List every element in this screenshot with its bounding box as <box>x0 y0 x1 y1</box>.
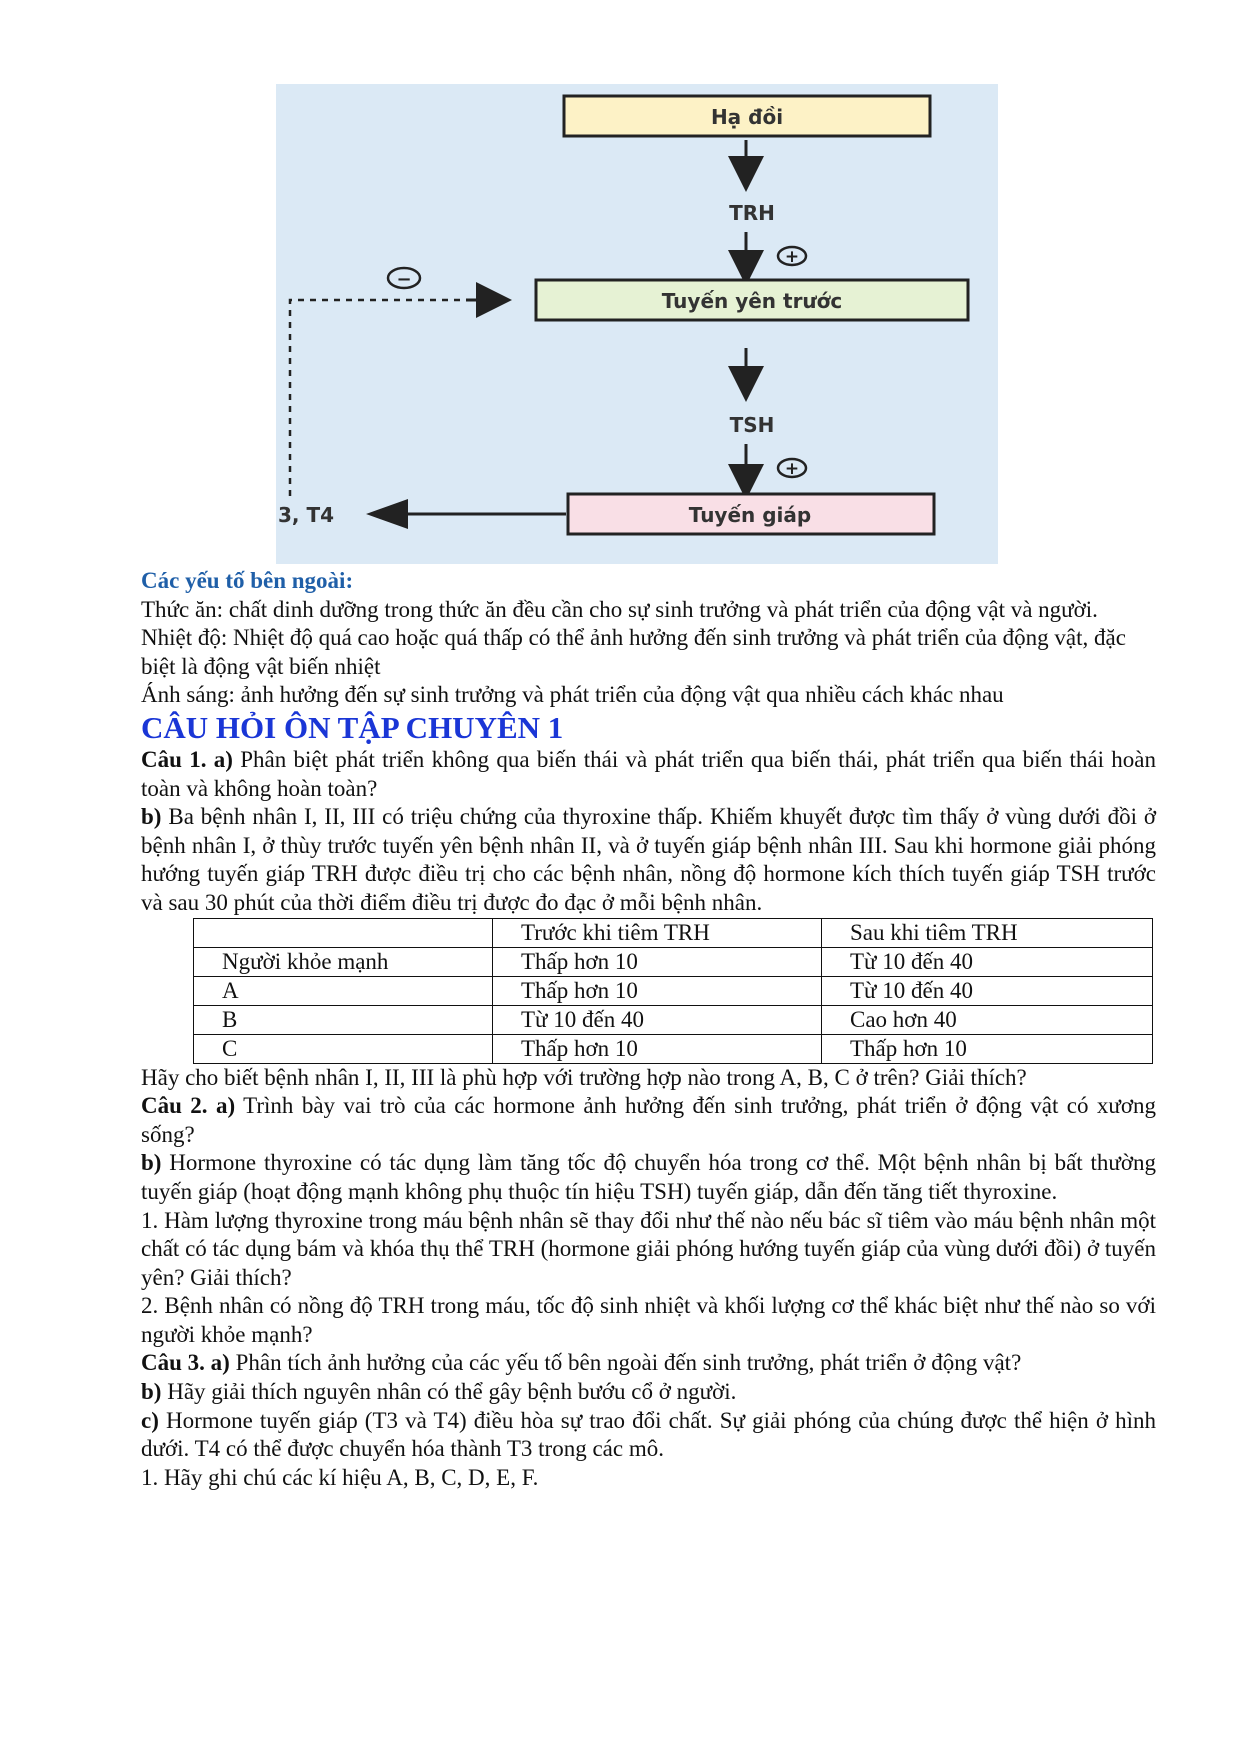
table-cell: Thấp hơn 10 <box>493 947 822 976</box>
question-1b <box>141 803 1156 917</box>
diagram-svg <box>276 84 998 564</box>
table-header-row <box>194 918 1153 947</box>
question-3b-text: Hãy giải thích nguyên nhân có thể gây bệnh bướu cổ ở người. <box>167 1379 737 1405</box>
table-header-cell: Trước khi tiêm TRH <box>493 918 822 947</box>
hypothalamus-label: Hạ đồi <box>710 105 784 129</box>
question-3-item-1: 1. Hãy ghi chú các kí hiệu A, B, C, D, E, F. <box>141 1464 539 1490</box>
table-cell: Từ 10 đến 40 <box>822 947 1153 976</box>
external-factor-temperature: Nhiệt độ: Nhiệt độ quá cao hoặc quá thấp có thể ảnh hưởng đến sinh trưởng và phát triển của động vật, đặc biệt là động vật biến nhiệt <box>141 625 1126 679</box>
minus-sign-text: − <box>396 269 412 290</box>
table-cell: Từ 10 đến 40 <box>822 976 1153 1005</box>
table-cell: Thấp hơn 10 <box>493 976 822 1005</box>
hormone-regulation-diagram <box>276 84 998 564</box>
question-3-label: Câu 3. a) <box>141 1350 230 1376</box>
table-row <box>194 976 1153 1005</box>
question-3c-text: Hormone tuyến giáp (T3 và T4) điều hòa sự trao đổi chất. Sự giải phóng của chúng được thể hiện ở hình dưới. T4 có thể được chuyển hóa thành T3 trong các mô. <box>141 1407 1156 1462</box>
question-1-after-table: Hãy cho biết bệnh nhân I, II, III là phù hợp với trường hợp nào trong A, B, C ở trên? Giải thích? <box>141 1064 1027 1090</box>
question-3c-label: c) <box>141 1407 159 1433</box>
question-2a <box>141 1092 1156 1149</box>
question-1-label: Câu 1. a) <box>141 746 233 772</box>
question-2-label: Câu 2. a) <box>141 1093 236 1119</box>
table-row <box>194 1005 1153 1034</box>
question-3b <box>141 1378 1156 1407</box>
table-cell: B <box>194 1005 493 1034</box>
question-3b-label: b) <box>141 1379 162 1405</box>
table-header-cell <box>194 918 493 947</box>
table-cell: Người khỏe mạnh <box>194 947 493 976</box>
external-factors-heading: Các yếu tố bên ngoài: <box>141 568 354 593</box>
trh-label: TRH <box>729 201 775 225</box>
question-3a-text: Phân tích ảnh hưởng của các yếu tố bên ngoài đến sinh trưởng, phát triển ở động vật? <box>235 1350 1022 1376</box>
table-header-cell: Sau khi tiêm TRH <box>822 918 1153 947</box>
table-row <box>194 1034 1153 1063</box>
question-1a <box>141 746 1156 803</box>
question-2-item-1: 1. Hàm lượng thyroxine trong máu bệnh nhân sẽ thay đổi như thế nào nếu bác sĩ tiêm vào máu bệnh nhân một chất có tác dụng bám và khóa thụ thể TRH (hormone giải phóng hướng tuyến giáp của vùng dưới đồi) ở tuyến yên? Giải thích? <box>141 1207 1156 1290</box>
plus-sign-2-text: + <box>784 459 800 479</box>
thyroid-label: Tuyến giáp <box>688 503 812 527</box>
question-2b-text: Hormone thyroxine có tác dụng làm tăng tốc độ chuyển hóa trong cơ thể. Một bệnh nhân bị bất thường tuyến giáp (hoạt động mạnh không phụ thuộc tín hiệu TSH) tuyến giáp, dẫn đến tăng tiết thyroxine. <box>141 1150 1156 1204</box>
tsh-label: TSH <box>729 413 775 437</box>
external-factor-light: Ánh sáng: ảnh hưởng đến sự sinh trưởng và phát triển của động vật qua nhiều cách khác nhau <box>141 682 1004 708</box>
question-1b-text: Ba bệnh nhân I, II, III có triệu chứng của thyroxine thấp. Khiếm khuyết được tìm thấy ở vùng dưới đồi ở bệnh nhân I, ở thùy trước tuyến yên bệnh nhân II, và ở tuyến giáp bệnh nhân III. Sau khi hormone giải phóng hướng tuyến giáp TRH được điều trị cho các bệnh nhân, nồng độ hormone kích thích tuyến giáp TSH trước và sau 30 phút của thời điểm điều trị được đo đạc ở mỗi bệnh nhân. <box>141 804 1157 915</box>
table-cell: Thấp hơn 10 <box>822 1034 1153 1063</box>
table-cell: Từ 10 đến 40 <box>493 1005 822 1034</box>
table-cell: Cao hơn 40 <box>822 1005 1153 1034</box>
t3-t4-label: 3, T4 <box>278 503 335 527</box>
question-2a-text: Trình bày vai trò của các hormone ảnh hưởng đến sinh trưởng, phát triển ở động vật có xương sống? <box>141 1093 1157 1147</box>
table-row <box>194 947 1153 976</box>
table-cell: Thấp hơn 10 <box>493 1034 822 1063</box>
anterior-pituitary-label: Tuyến yên trước <box>661 289 843 313</box>
question-3c <box>141 1407 1156 1464</box>
table-cell: C <box>194 1034 493 1063</box>
table-cell: A <box>194 976 493 1005</box>
tsh-table <box>193 918 1153 1064</box>
question-2-item-2: 2. Bệnh nhân có nồng độ TRH trong máu, tốc độ sinh nhiệt và khối lượng cơ thể khác biệt như thế nào so với người khỏe mạnh? <box>141 1293 1156 1347</box>
negative-feedback-line <box>290 300 484 496</box>
review-title: CÂU HỎI ÔN TẬP CHUYÊN 1 <box>141 709 564 745</box>
document-body <box>141 567 1156 1492</box>
question-2b <box>141 1149 1156 1206</box>
question-3a <box>141 1349 1156 1378</box>
question-2b-label: b) <box>141 1150 162 1176</box>
external-factor-food: Thức ăn: chất dinh dưỡng trong thức ăn đều cần cho sự sinh trưởng và phát triển của động vật và người. <box>141 596 1098 622</box>
plus-sign-1-text: + <box>784 247 800 267</box>
question-1b-label: b) <box>141 804 162 830</box>
question-1a-text: Phân biệt phát triển không qua biến thái và phát triển qua biến thái, phát triển qua biến thái hoàn toàn và không hoàn toàn? <box>141 746 1157 801</box>
